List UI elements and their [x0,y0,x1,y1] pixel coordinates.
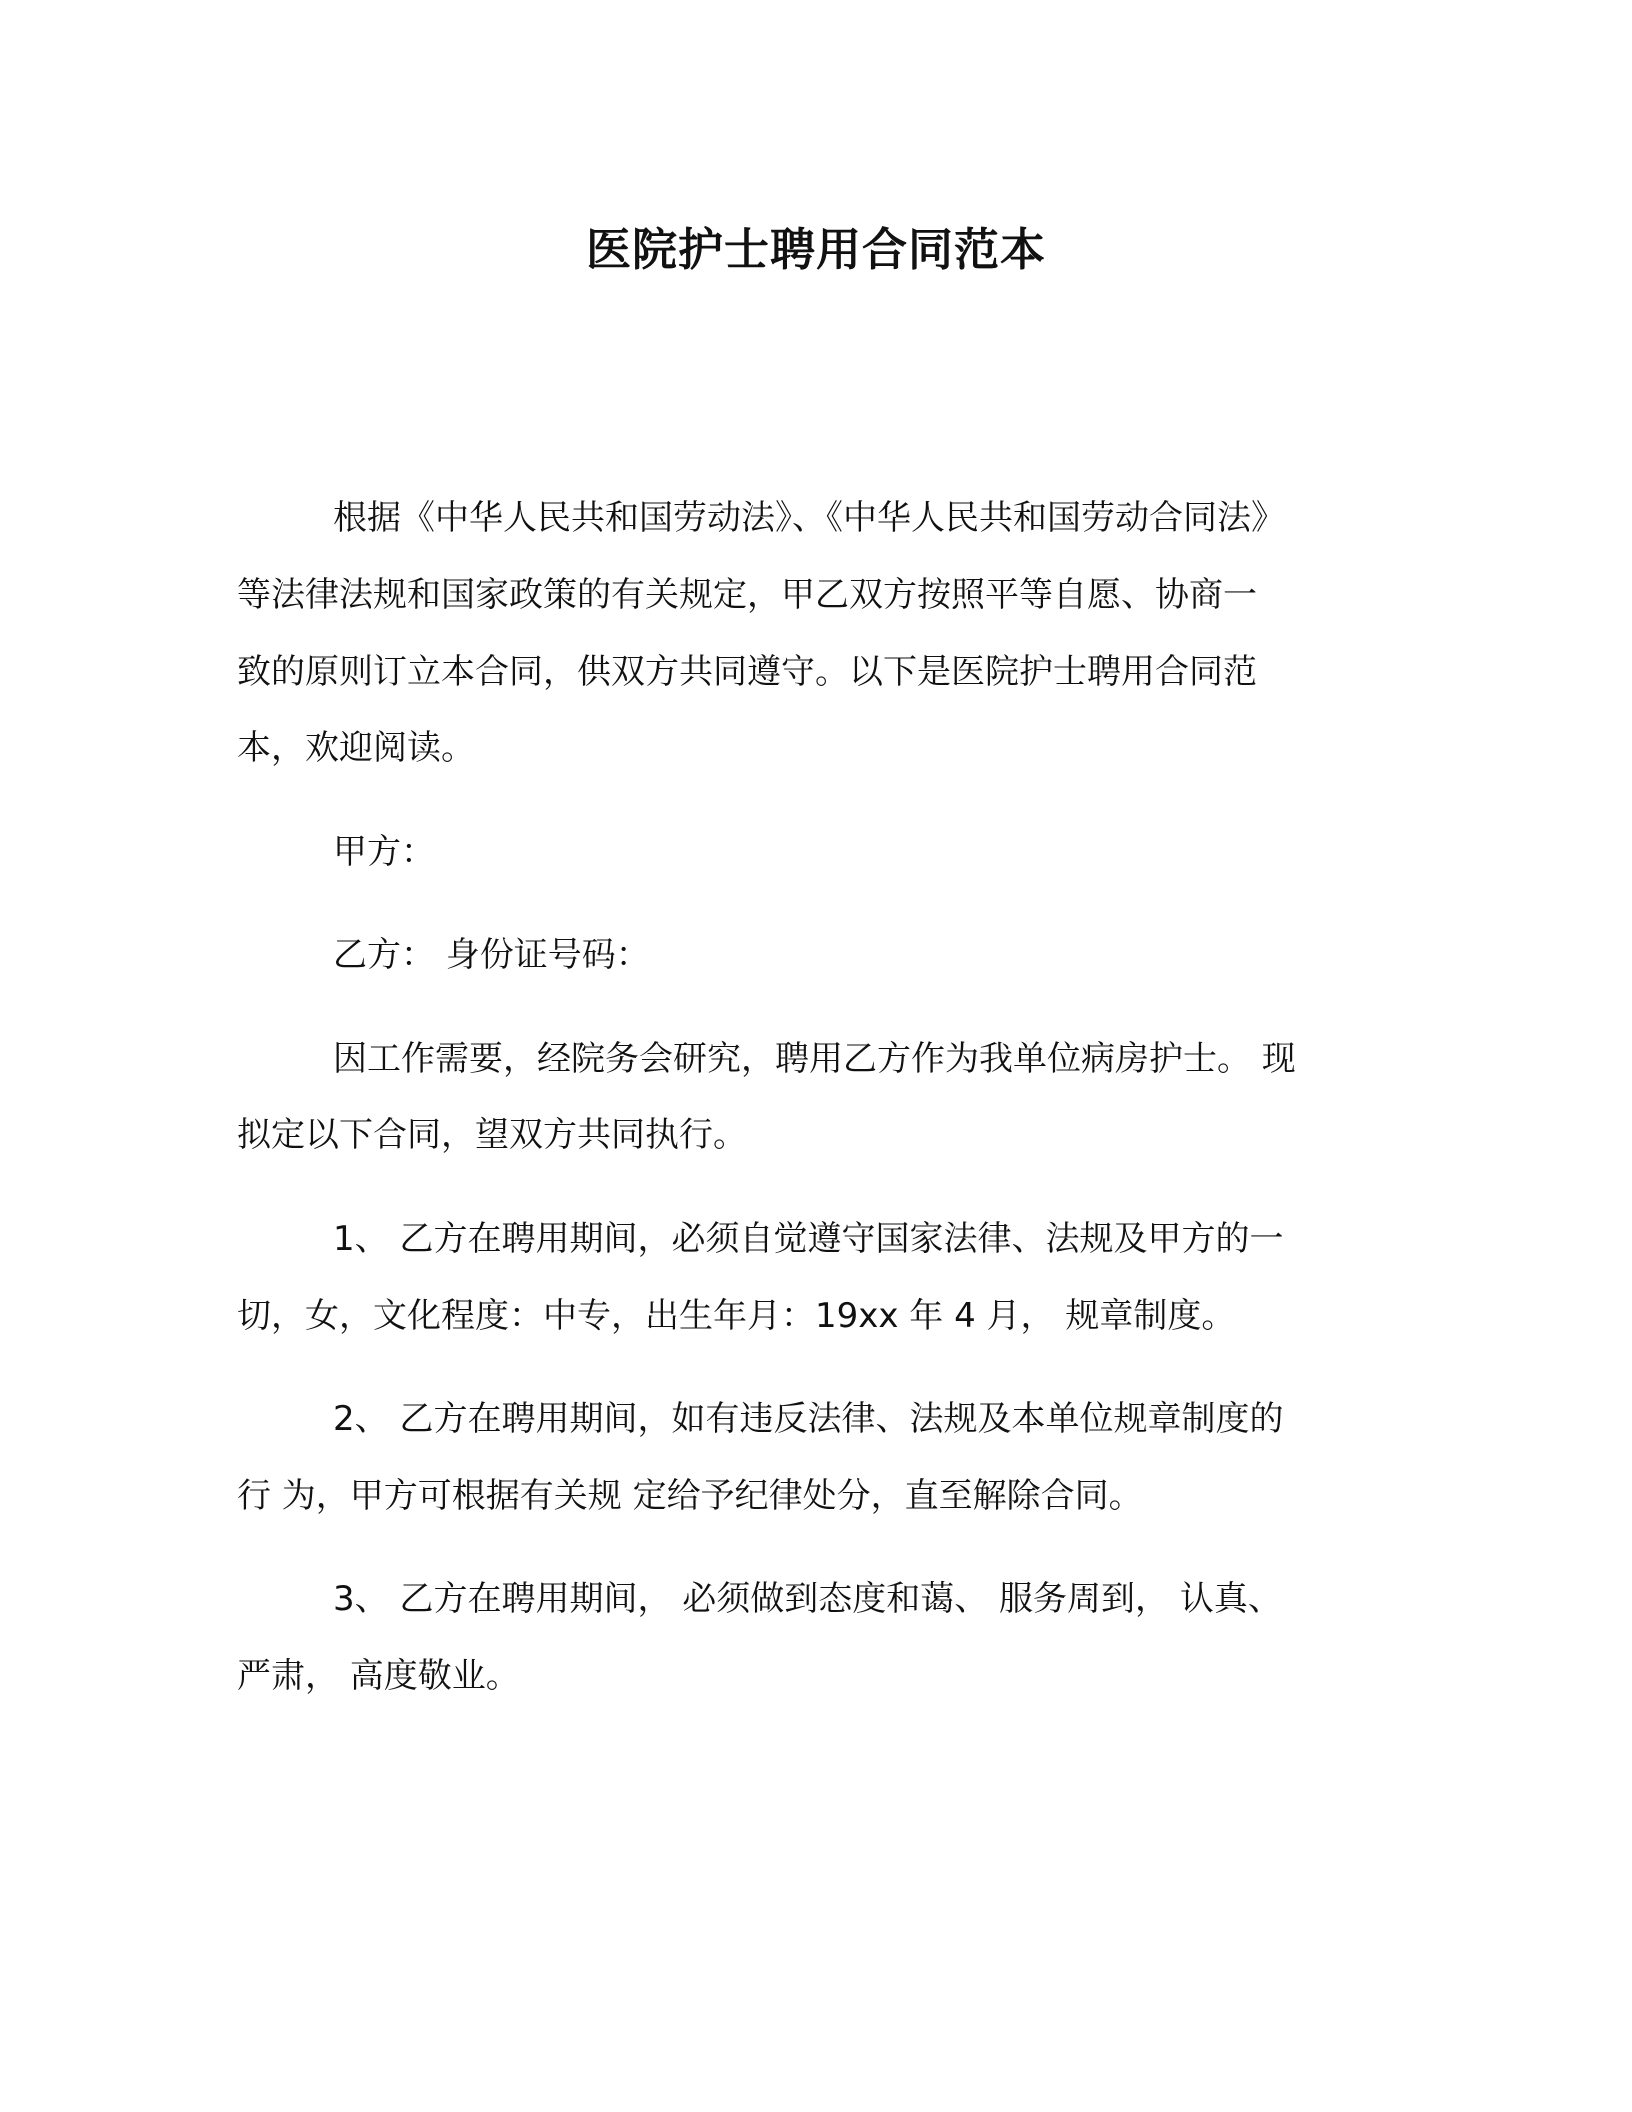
paragraph-line: 拟定以下合同，望双方共同执行。 [237,1115,747,1155]
paragraph-line: 等法律法规和国家政策的有关规定，甲乙双方按照平等自愿、协商一 [237,575,1257,615]
paragraph-line: 致的原则订立本合同，供双方共同遵守。以下是医院护士聘用合同范 [237,652,1257,692]
clause-line: 切，女，文化程度：中专，出生年月：19xx 年 4 月， 规章制度。 [237,1296,1236,1336]
document-title: 医院护士聘用合同范本 [585,223,1046,276]
clause-line: 行 为，甲方可根据有关规 定给予纪律处分，直至解除合同。 [237,1476,1143,1516]
paragraph-line: 因工作需要，经院务会研究，聘用乙方作为我单位病房护士。 现 [333,1039,1296,1079]
party-b-label: 乙方： 身份证号码： [333,935,650,975]
paragraph-line: 根据《中华人民共和国劳动法》、《中华人民共和国劳动合同法》 [333,498,1285,538]
paragraph-line: 本，欢迎阅读。 [237,728,475,768]
clause-line: 2、 乙方在聘用期间，如有违反法律、法规及本单位规章制度的 [333,1399,1284,1439]
clause-line: 3、 乙方在聘用期间， 必须做到态度和蔼、 服务周到， 认真、 [333,1579,1282,1619]
clause-line: 1、 乙方在聘用期间，必须自觉遵守国家法律、法规及甲方的一 [333,1219,1284,1259]
party-a-label: 甲方： [333,832,435,872]
clause-line: 严肃， 高度敬业。 [237,1656,520,1696]
